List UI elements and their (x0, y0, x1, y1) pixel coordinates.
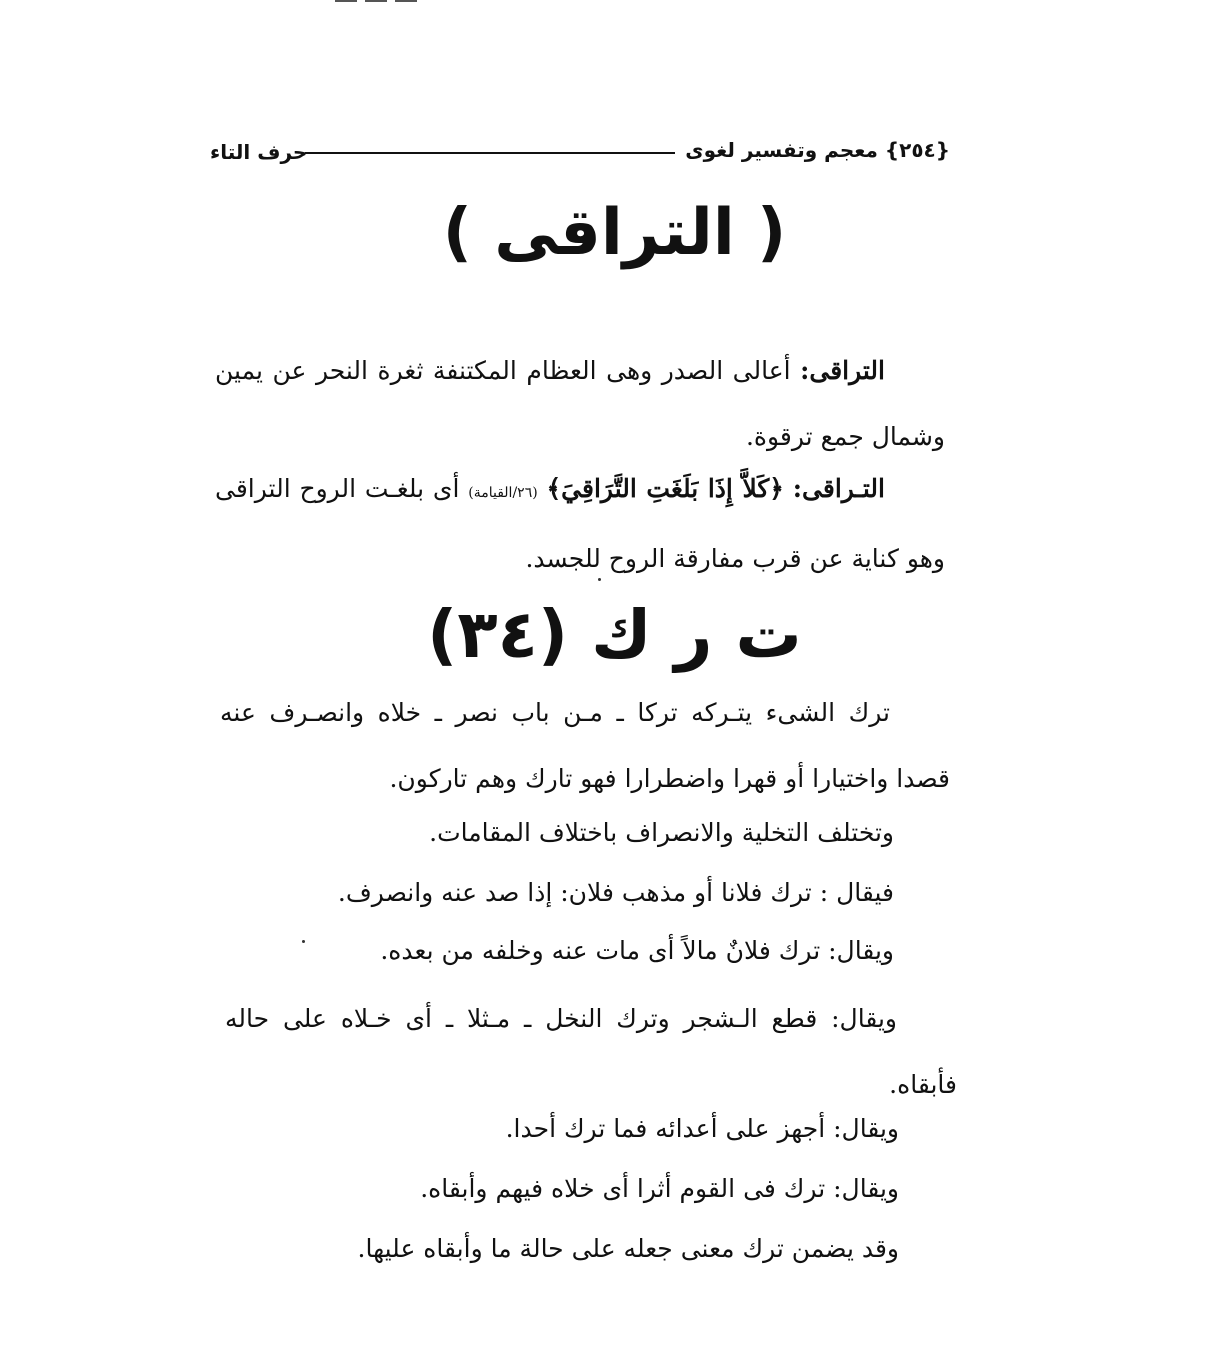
root-paragraph-2: وتختلف التخلية والانصراف باختلاف المقامات. (429, 818, 894, 847)
quran-reference: (٢٦/القيامة) (468, 485, 538, 501)
section-title: حرف التاء (210, 140, 308, 164)
quran-verse: ﴿كَلاَّ إِذَا بَلَغَتِ التَّرَاقِيَ﴾ (546, 474, 784, 503)
header-rule (305, 152, 675, 154)
definition-text: أعالى الصدر وهى العظام المكتنفة ثغرة النحر عن يمين وشمال جمع ترقوة. (215, 356, 945, 451)
root-paragraph-5: ويقال: قطع الـشجر وترك النخل ـ مـثلا ـ أى خـلاه على حاله فأبقاه. (225, 1004, 957, 1099)
running-header (210, 138, 950, 172)
root-paragraph-3: فيقال : ترك فلانا أو مذهب فلان: إذا صد عنه وانصرف. (337, 878, 894, 907)
quran-explanation: أى بلغـت الروح التراقى وهو كناية عن قرب مفارقة الروح للجسد. (215, 474, 945, 573)
quran-paragraph (215, 456, 945, 592)
root-paragraph-4: ويقال: ترك فلانٌ مالاً أى مات عنه وخلفه من بعده. (380, 936, 894, 965)
entry-title-taraqi: ( التراقى ) (442, 196, 787, 270)
speck (598, 578, 601, 581)
root-title-t-r-k: ت ر ك (٣٤) (427, 596, 802, 673)
root-paragraph-7: ويقال: ترك فى القوم أثرا أى خلاه فيهم وأبقاه. (420, 1174, 899, 1203)
speck (302, 940, 305, 943)
page-number-book-title: {٢٥٤} معجم وتفسير لغوى (685, 138, 950, 162)
scan-mark (335, 0, 425, 2)
root-paragraph-8: وقد يضمن ترك معنى جعله على حالة ما وأبقاه عليها. (357, 1234, 899, 1263)
root-paragraph-6: ويقال: أجهز على أعدائه فما ترك أحدا. (505, 1114, 899, 1143)
definition-lead: التراقى: (800, 356, 885, 385)
root-paragraph-1: ترك الشىء يتـركه تركا ـ مـن باب نصر ـ خلاه وانصـرف عنه قصدا واختيارا أو قهرا واضطرارا فهو تارك وهم تاركون. (220, 698, 950, 793)
definition-paragraph (215, 338, 945, 470)
quran-lead: التـراقى: (792, 474, 885, 503)
